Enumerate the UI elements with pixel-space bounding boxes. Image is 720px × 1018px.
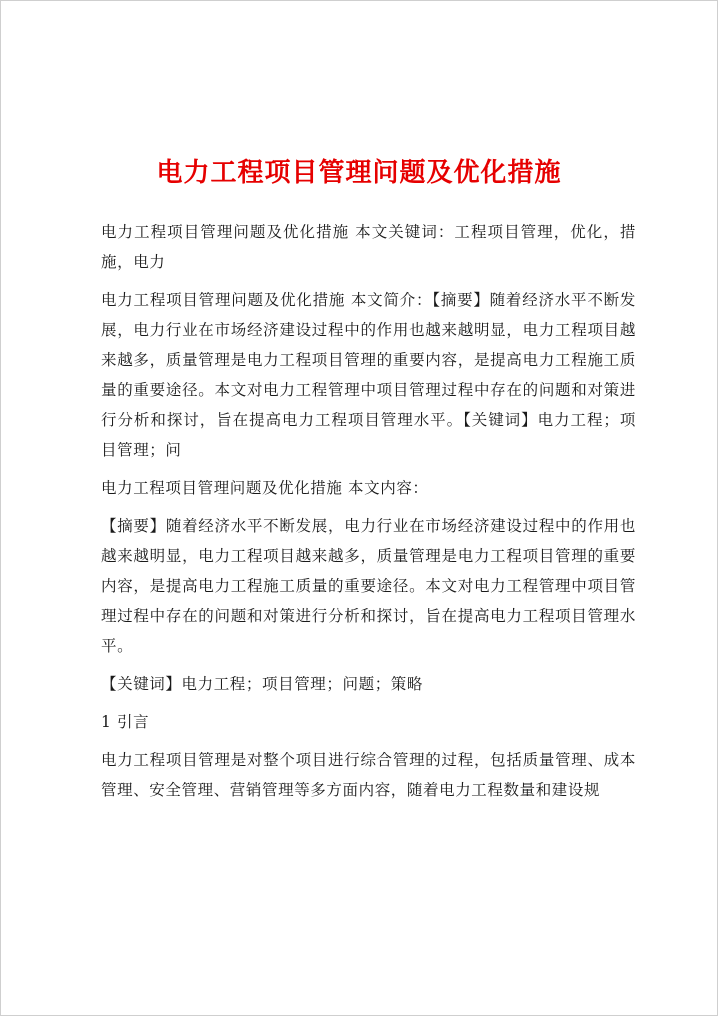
summary-paragraph: 电力工程项目管理问题及优化措施 本文简介：【摘要】随着经济水平不断发展，电力行业在市场经济建设过程中的作用也越来越明显，电力工程项目越来越多，质量管理是电力工程项目管理的重要内容，是提高电力工程施工质量的重要途径。本文对电力工程管理中项目管理过程中存在的问题和对策进行分析和探讨，旨在提高电力工程项目管理水平。【关键词】电力工程；项目管理；问 [101, 291, 636, 459]
section-heading-introduction: 1 引言 [101, 713, 150, 731]
document-title: 电力工程项目管理问题及优化措施 [156, 158, 562, 188]
keywords-paragraph: 电力工程项目管理问题及优化措施 本文关键词：工程项目管理，优化，措施，电力 [101, 223, 636, 271]
document-body [101, 217, 636, 813]
keywords-list-paragraph: 【关键词】电力工程；项目管理；问题；策略 [101, 675, 424, 693]
content-heading-paragraph: 电力工程项目管理问题及优化措施 本文内容： [101, 479, 429, 497]
abstract-paragraph: 【摘要】随着经济水平不断发展，电力行业在市场经济建设过程中的作用也越来越明显，电力工程项目越来越多，质量管理是电力工程项目管理的重要内容，是提高电力工程施工质量的重要途径。本文对电力工程管理中项目管理过程中存在的问题和对策进行分析和探讨，旨在提高电力工程项目管理水平。 [101, 517, 636, 655]
introduction-paragraph: 电力工程项目管理是对整个项目进行综合管理的过程，包括质量管理、成本管理、安全管理、营销管理等多方面内容，随着电力工程数量和建设规 [101, 751, 636, 799]
